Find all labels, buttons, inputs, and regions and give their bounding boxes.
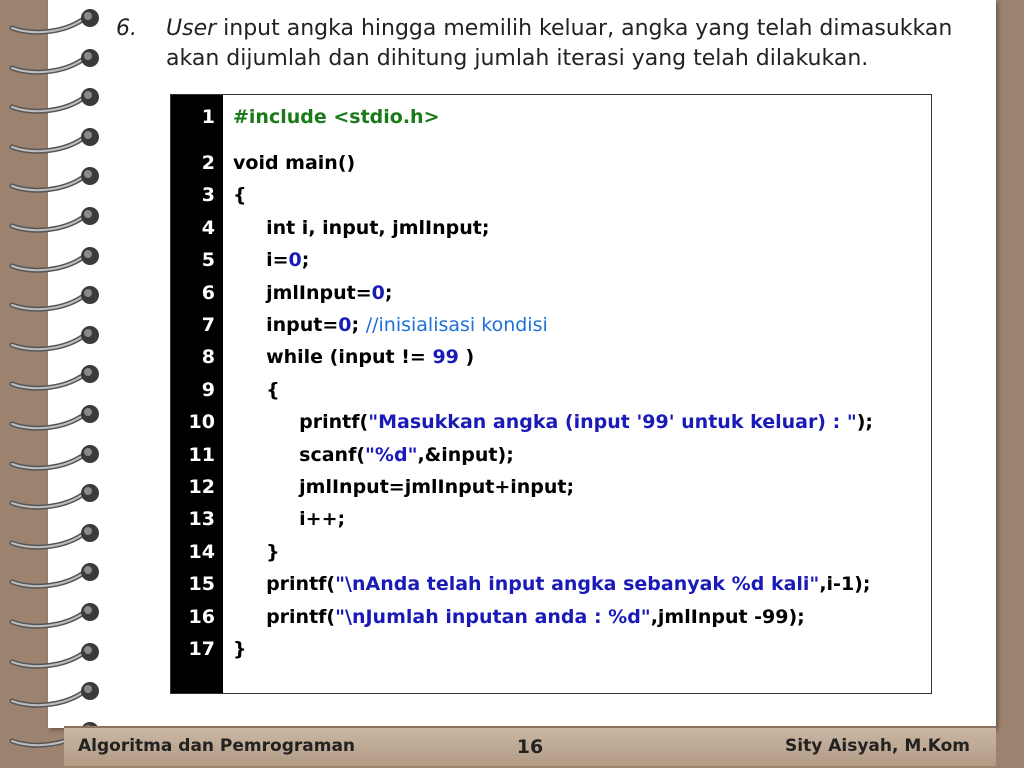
code-token: printf( [233,573,336,596]
code-token: printf( [233,411,369,434]
line-number: 7 [201,314,215,336]
code-line [233,568,870,600]
spiral-ring-icon [4,85,108,119]
slide-footer [64,726,996,766]
code-token: { [233,184,247,207]
line-number: 13 [188,508,215,531]
code-line [233,244,309,276]
code-line [233,439,514,471]
footer-course-title: Algoritma dan Pemrograman [78,736,356,756]
line-number: 9 [201,378,215,401]
code-token: #include <stdio.h> [233,106,440,128]
line-number: 16 [188,605,215,628]
code-token: jmlInput= [233,281,372,304]
code-line [233,633,247,665]
spiral-binding [0,0,110,768]
line-number: 17 [188,638,215,660]
code-token: ; [301,249,310,272]
code-token: } [233,540,280,563]
code-line [233,471,574,503]
spiral-ring-icon [4,560,108,594]
spiral-ring-icon [4,204,108,238]
code-token: scanf( [233,443,366,466]
spiral-ring-icon [4,640,108,674]
code-line [233,212,489,244]
code-line [233,147,355,179]
code-token: void main() [233,152,356,174]
code-token: jmlInput=jmlInput+input; [233,476,575,498]
code-token: //inisialisasi kondisi [365,314,548,336]
line-number: 15 [188,573,215,596]
code-token: input= [233,314,339,336]
spiral-ring-icon [4,6,108,40]
line-number: 2 [201,152,215,174]
item-number: 6. [116,16,137,41]
spiral-ring-icon [4,521,108,555]
code-listing [170,94,932,694]
spiral-ring-icon [4,244,108,278]
footer-author: Sity Aisyah, M.Kom [785,736,970,756]
line-number: 1 [201,106,215,128]
spiral-ring-icon [4,125,108,159]
spiral-ring-icon [4,164,108,198]
spiral-ring-icon [4,323,108,357]
item-description: input angka hingga memilih keluar, angka yang telah dimasukkan akan dijumlah dan dihitung jumlah iterasi yang telah dilakukan. [166,16,953,71]
code-token: "%d" [365,443,418,466]
code-token: ); [856,411,874,434]
code-token: printf( [233,605,336,628]
spiral-ring-icon [4,402,108,436]
code-token: "\nAnda telah input angka sebanyak %d kali" [335,573,820,596]
code-token: 99 [432,346,459,369]
spiral-ring-icon [4,442,108,476]
code-token: ,i-1); [819,573,871,596]
code-line [233,406,873,438]
spiral-ring-icon [4,600,108,634]
line-number: 3 [201,184,215,207]
code-token: ) [458,346,475,369]
code-line [233,101,440,133]
code-token: ,jmlInput -99); [650,605,805,628]
code-token: { [233,378,280,401]
code-token: int i, input, jmlInput; [233,216,490,239]
code-token: ,&input); [417,443,514,466]
item-text [166,14,986,74]
code-token: i= [233,249,289,272]
spiral-ring-icon [4,46,108,80]
code-line [233,277,392,309]
code-token: ; [351,314,366,336]
code-token: "Masukkan angka (input '99' untuk keluar) : " [368,411,857,434]
code-token: 0 [371,281,385,304]
code-line [233,536,280,568]
code-line [233,309,548,341]
footer-page-number: 16 [516,736,544,758]
line-number-gutter [171,95,223,693]
code-line [233,601,805,633]
line-number: 5 [201,249,215,272]
code-line [233,503,345,535]
code-line [233,374,280,406]
spiral-ring-icon [4,481,108,515]
code-token: ; [384,281,393,304]
line-number: 10 [188,411,215,434]
spiral-ring-icon [4,679,108,713]
line-number: 6 [201,281,215,304]
spiral-ring-icon [4,283,108,317]
line-number: 8 [201,346,215,369]
code-line [233,179,247,211]
code-token: while (input != [233,346,433,369]
code-token: 0 [288,249,302,272]
line-number: 4 [201,216,215,239]
spiral-ring-icon [4,362,108,396]
code-token: i++; [233,508,346,531]
code-line [233,341,474,373]
line-number: 14 [188,540,215,563]
code-token: 0 [338,314,352,336]
line-number: 12 [188,476,215,498]
code-token: "\nJumlah inputan anda : %d" [335,605,651,628]
item-emphasis: User [166,16,217,41]
code-token: } [233,638,247,660]
line-number: 11 [188,443,215,466]
